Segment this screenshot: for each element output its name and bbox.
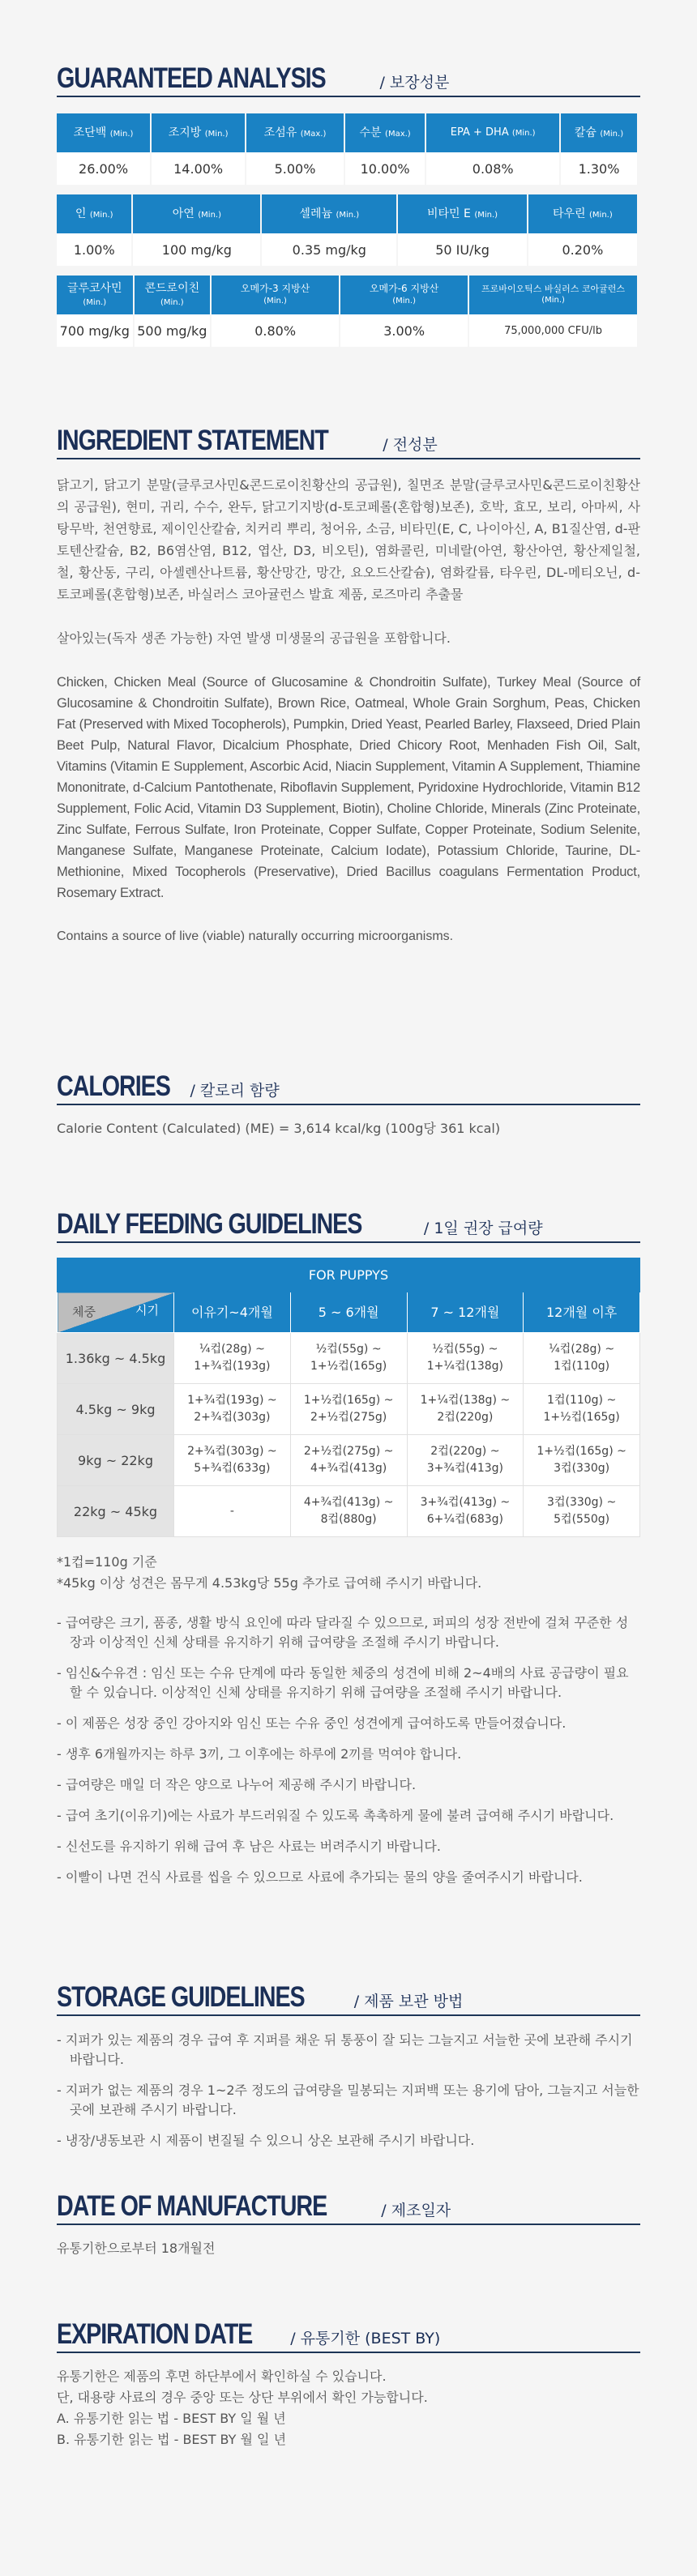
ingredient-ko-note: 살아있는(독자 생존 가능한) 자연 발생 미생물의 공급원을 포함합니다. — [57, 630, 451, 646]
analysis-value: 1.00% — [57, 233, 131, 266]
analysis-label: 조섬유 (Max.) — [246, 113, 344, 152]
analysis-value: 100 mg/kg — [133, 233, 260, 266]
weight-cell: 9kg ~ 22kg — [58, 1435, 174, 1486]
weight-cell: 1.36kg ~ 4.5kg — [58, 1333, 174, 1384]
analysis-label: 수분 (Max.) — [345, 113, 425, 152]
amount-cell: ¼컵(28g) ~ 1컵(110g) — [524, 1333, 640, 1384]
amount-cell: 2+½컵(275g) ~ 4+¾컵(413g) — [290, 1435, 407, 1486]
analysis-value: 0.80% — [212, 314, 339, 347]
ingredient-header — [57, 417, 640, 459]
list-item: - 신선도를 유지하기 위해 급여 후 남은 사료는 버려주시기 바랍니다. — [57, 1837, 640, 1856]
section-title: DAILY FEEDING GUIDELINES — [57, 1208, 362, 1240]
section-subtitle: / 1일 권장 급여량 — [423, 1220, 543, 1237]
column-header: 12개월 이후 — [524, 1292, 640, 1333]
list-item: - 이 제품은 성장 중인 강아지와 임신 또는 수유 중인 성견에게 급여하도록 만들어졌습니다. — [57, 1714, 640, 1733]
guaranteed-analysis-section — [57, 55, 640, 347]
analysis-value: 26.00% — [57, 152, 150, 185]
feeding-bullets — [57, 1613, 640, 1887]
list-item: - 임신&수유견 : 임신 또는 수유 단계에 따라 동일한 체중의 성견에 비해 2~4배의 사료 공급량이 필요할 수 있습니다. 이상적인 신체 상태를 유지하기 위해 급여량을 조절해 주시기 바랍니다. — [57, 1664, 640, 1702]
calories-header — [57, 1063, 640, 1105]
analysis-label: 비타민 E (Min.) — [398, 194, 526, 233]
section-title: CALORIES — [57, 1070, 170, 1102]
analysis-label: 조지방 (Min.) — [152, 113, 245, 152]
amount-cell: 3+¾컵(413g) ~ 6+¼컵(683g) — [407, 1486, 524, 1537]
column-header: 7 ~ 12개월 — [407, 1292, 524, 1333]
analysis-label: 칼슘 (Min.) — [561, 113, 637, 152]
amount-cell: 2+¾컵(303g) ~ 5+¾컵(633g) — [174, 1435, 291, 1486]
section-title: EXPIRATION DATE — [57, 2318, 253, 2350]
analysis-label: 아연 (Min.) — [133, 194, 260, 233]
analysis-value: 3.00% — [340, 314, 468, 347]
section-title: INGREDIENT STATEMENT — [57, 425, 328, 456]
analysis-value: 700 mg/kg — [57, 314, 133, 347]
analysis-label: 조단백 (Min.) — [57, 113, 150, 152]
manufacture-header — [57, 2183, 640, 2225]
feeding-table-title: FOR PUPPYS — [58, 1258, 640, 1292]
amount-cell: ½컵(55g) ~ 1+½컵(165g) — [290, 1333, 407, 1384]
section-title: GUARANTEED ANALYSIS — [57, 62, 326, 94]
storage-bullets — [57, 2031, 640, 2151]
amount-cell: ¼컵(28g) ~ 1+¾컵(193g) — [174, 1333, 291, 1384]
list-item: - 이빨이 나면 건식 사료를 씹을 수 있으므로 사료에 추가되는 물의 양을 줄여주시기 바랍니다. — [57, 1868, 640, 1887]
section-subtitle: / 제품 보관 방법 — [353, 1993, 464, 2010]
list-item: - 급여 초기(이유기)에는 사료가 부드러워질 수 있도록 촉촉하게 물에 불려 급여해 주시기 바랍니다. — [57, 1806, 640, 1826]
expiration-section — [57, 2311, 640, 2450]
expiration-line: 단, 대용량 사료의 경우 중앙 또는 상단 부위에서 확인 가능합니다. — [57, 2390, 428, 2405]
analysis-label: 오메가-6 지방산 (Min.) — [340, 276, 468, 314]
amount-cell: 2컵(220g) ~ 3+¾컵(413g) — [407, 1435, 524, 1486]
amount-cell: 1+½컵(165g) ~ 2+½컵(275g) — [290, 1384, 407, 1435]
amount-cell: 4+¾컵(413g) ~ 8컵(880g) — [290, 1486, 407, 1537]
section-subtitle: / 칼로리 함량 — [190, 1082, 280, 1100]
analysis-table-row2 — [55, 194, 639, 266]
list-item: - 지퍼가 없는 제품의 경우 1~2주 정도의 급여량을 밀봉되는 지퍼백 또는 용기에 담아, 그늘지고 서늘한 곳에 보관해 주시기 바랍니다. — [57, 2081, 640, 2120]
analysis-label: 인 (Min.) — [57, 194, 131, 233]
analysis-value: 0.35 mg/kg — [262, 233, 396, 266]
list-item: - 냉장/냉동보관 시 제품이 변질될 수 있으니 상온 보관해 주시기 바랍니다. — [57, 2131, 640, 2151]
section-subtitle: / 보장성분 — [379, 74, 450, 92]
analysis-label: 셀레늄 (Min.) — [262, 194, 396, 233]
manufacture-text: 유통기한으로부터 18개월전 — [57, 2241, 216, 2256]
amount-cell: 3컵(330g) ~ 5컵(550g) — [524, 1486, 640, 1537]
manufacture-section — [57, 2183, 640, 2259]
ingredient-en-note: Contains a source of live (viable) naturally occurring microorganisms. — [57, 929, 454, 943]
feeding-note-adult: *45kg 이상 성견은 몸무게 4.53kg당 55g 추가로 급여해 주시기 바랍니다. — [57, 1575, 482, 1591]
analysis-label: 콘드로이친 (Min.) — [135, 276, 211, 314]
list-item: - 생후 6개월까지는 하루 3끼, 그 이후에는 하루에 2끼를 먹여야 합니다. — [57, 1745, 640, 1764]
analysis-label: 프로바이오틱스 바실러스 코아귤런스 (Min.) — [469, 276, 637, 314]
analysis-table-row1 — [55, 113, 639, 185]
analysis-label: 타우린 (Min.) — [528, 194, 637, 233]
amount-cell: 1+¼컵(138g) ~ 2컵(220g) — [407, 1384, 524, 1435]
guaranteed-analysis-header — [57, 55, 640, 97]
table-row — [58, 1333, 640, 1384]
feeding-header — [57, 1201, 640, 1243]
amount-cell: ½컵(55g) ~ 1+¼컵(138g) — [407, 1333, 524, 1384]
table-row — [58, 1384, 640, 1435]
column-header: 5 ~ 6개월 — [290, 1292, 407, 1333]
weight-cell: 22kg ~ 45kg — [58, 1486, 174, 1537]
amount-cell: 1+¾컵(193g) ~ 2+¾컵(303g) — [174, 1384, 291, 1435]
expiration-line: B. 유통기한 읽는 법 - BEST BY 월 일 년 — [57, 2432, 287, 2447]
expiration-header — [57, 2311, 640, 2353]
table-corner — [58, 1292, 174, 1333]
weight-cell: 4.5kg ~ 9kg — [58, 1384, 174, 1435]
feeding-note-cup: *1컵=110g 기준 — [57, 1554, 157, 1570]
feeding-table — [57, 1258, 640, 1537]
ingredient-ko: 닭고기, 닭고기 분말(글루코사민&콘드로이친황산의 공급원), 칠면조 분말(글루코사민&콘드로이친황산의 공급원), 현미, 귀리, 수수, 완두, 닭고기지방(d-토코페롤(혼합형)보존), 호박, 효모, 보리, 아마씨, 사탕무박, 천연향료, 제이인산칼슘, 치커리 뿌리, 청어유, 소금, 비타민(E, C, 나이아신, A, B1질산염, d-판토텐산칼슘, B2, B6염산염, B12, 엽산, D3, 비오틴), 염화콜린, 미네랄(아연, 황산아연, 황산제일철, 철, 황산동, 구리, 아셀렌산나트륨, 황산망간, 망간, 요오드산칼슘), 염화칼륨, 타우린, DL-메티오닌, d-토코페롤(혼합형)보존, 바실러스 코아귤런스 발효 제품, 로즈마리 추출물 — [57, 477, 640, 602]
analysis-value: 75,000,000 CFU/lb — [469, 314, 637, 347]
analysis-label: EPA + DHA (Min.) — [426, 113, 559, 152]
corner-period-label: 시기 — [135, 1303, 159, 1318]
analysis-value: 0.08% — [426, 152, 559, 185]
analysis-value: 10.00% — [345, 152, 425, 185]
amount-cell: - — [174, 1486, 291, 1537]
section-title: STORAGE GUIDELINES — [57, 1981, 305, 2013]
list-item: - 지퍼가 있는 제품의 경우 급여 후 지퍼를 채운 뒤 통풍이 잘 되는 그늘지고 서늘한 곳에 보관해 주시기 바랍니다. — [57, 2031, 640, 2070]
feeding-section — [57, 1201, 640, 1899]
ingredient-en: Chicken, Chicken Meal (Source of Glucosamine & Chondroitin Sulfate), Turkey Meal (Source of Glucosamine & Chondroitin Sulfate), Brown Rice, Oatmeal, Whole Grain Sorghum, Peas, Chicken Fat (Preserved with Mixed Tocopherols), Pumpkin, Dried Yeast, Pearled Barley, Flaxseed, Dried Plain Beet Pulp, Natural Flavor, Dicalcium Phosphate, Dried Chicory Root, Menhaden Fish Oil, Salt, Vitamins (Vitamin E Supplement, Ascorbic Acid, Niacin Supplement, Vitamin A Supplement, Thiamine Mononitrate, d-Calcium Pantothenate, Riboflavin Supplement, Pyridoxine Hydrochloride, Vitamin B12 Supplement, Folic Acid, Vitamin D3 Supplement, Biotin), Choline Chloride, Minerals (Zinc Proteinate, Zinc Sulfate, Ferrous Sulfate, Iron Proteinate, Copper Sulfate, Copper Proteinate, Sodium Selenite, Manganese Sulfate, Manganese Proteinate, Calcium Iodate), Potassium Chloride, Taurine, DL-Methionine, Mixed Tocopherols (Preservative), Dried Bacillus coagulans Fermentation Product, Rosemary Extract. — [57, 675, 640, 900]
analysis-label: 글루코사민 (Min.) — [57, 276, 133, 314]
amount-cell: 1컵(110g) ~ 1+½컵(165g) — [524, 1384, 640, 1435]
amount-cell: 1+½컵(165g) ~ 3컵(330g) — [524, 1435, 640, 1486]
section-subtitle: / 전성분 — [383, 436, 438, 454]
table-row — [58, 1435, 640, 1486]
section-title: DATE OF MANUFACTURE — [57, 2190, 327, 2222]
table-row — [58, 1486, 640, 1537]
list-item: - 급여량은 크기, 품종, 생활 방식 요인에 따라 달라질 수 있으므로, 퍼피의 성장 전반에 걸쳐 꾸준한 성장과 이상적인 신체 상태를 유지하기 위해 급여량을 조절해 주시기 바랍니다. — [57, 1613, 640, 1652]
analysis-value: 50 IU/kg — [398, 233, 526, 266]
analysis-value: 500 mg/kg — [135, 314, 211, 347]
calorie-content: Calorie Content (Calculated) (ME) = 3,614 kcal/kg (100g당 361 kcal) — [57, 1121, 501, 1136]
section-subtitle: / 유통기한 (BEST BY) — [290, 2330, 441, 2347]
section-subtitle: / 제조일자 — [381, 2202, 451, 2219]
analysis-value: 14.00% — [152, 152, 245, 185]
column-header: 이유기~4개월 — [174, 1292, 291, 1333]
storage-header — [57, 1974, 640, 2016]
list-item: - 급여량은 매일 더 작은 양으로 나누어 제공해 주시기 바랍니다. — [57, 1775, 640, 1795]
corner-weight-label: 체중 — [72, 1305, 96, 1319]
ingredient-section — [57, 417, 640, 947]
analysis-table-row3 — [55, 276, 639, 347]
expiration-line: 유통기한은 제품의 후면 하단부에서 확인하실 수 있습니다. — [57, 2369, 387, 2384]
expiration-line: A. 유통기한 읽는 법 - BEST BY 일 월 년 — [57, 2411, 286, 2426]
analysis-label: 오메가-3 지방산 (Min.) — [212, 276, 339, 314]
analysis-value: 0.20% — [528, 233, 637, 266]
calories-section — [57, 1063, 640, 1139]
analysis-value: 1.30% — [561, 152, 637, 185]
storage-section — [57, 1974, 640, 2162]
analysis-value: 5.00% — [246, 152, 344, 185]
